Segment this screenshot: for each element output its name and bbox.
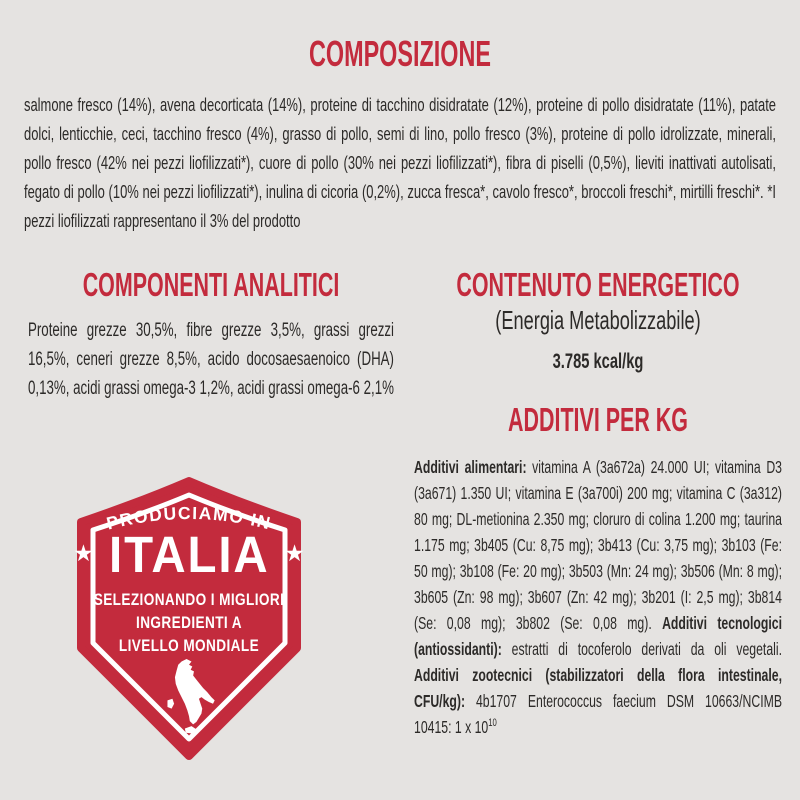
badge-arc-text: PRODUCIAMO IN <box>104 502 274 534</box>
composizione-section <box>24 90 776 235</box>
additivi-zootecnici-text: 4b1707 Enterococcus faecium DSM 10663/NCIMB 10415: 1 x 10 <box>414 690 782 737</box>
componenti-analitici-text: Proteine grezze 30,5%, fibre grezze 3,5%, grassi grezzi 16,5%, ceneri grezze 8,5%, acido docosaesaenoico (DHA) 0,13%, acidi grassi omega-3 1,2%, acidi grassi omega-6 2,1% <box>28 319 394 399</box>
section-title-componenti-analitici: COMPONENTI ANALITICI <box>82 266 340 303</box>
right-column <box>414 268 782 740</box>
section-title-contenuto-energetico: CONTENUTO ENERGETICO <box>456 266 740 303</box>
made-in-italy-badge <box>60 476 318 768</box>
badge-tagline-line-3: LIVELLO MONDIALE <box>118 636 260 655</box>
additivi-superscript: 10 <box>488 716 497 729</box>
section-title-composizione <box>0 33 800 74</box>
composizione-text: salmone fresco (14%), avena decorticata (14%), proteine di tacchino disidratate (12%), proteine di pollo disidratate (11%), patate dolci, lenticchie, ceci, tacchino fresco (4%), grasso di pollo, semi di lino, pollo fresco (3%), proteine di pollo idrolizzate, minerali, pollo fresco (42% nei pezzi liofilizzati*), cuore di pollo (30% nei pezzi liofilizzati*), fibra di piselli (0,5%), lieviti inattivati autolisati, fegato di pollo (10% nei pezzi liofilizzati*), inulina di cicoria (0,2%), zucca fresca*, cavolo fresco*, broccoli freschi*, mirtilli freschi*. *I pezzi liofilizzati rappresentano il 3% del prodotto <box>24 94 776 231</box>
badge-tagline-line-2: INGREDIENTI A <box>136 613 242 632</box>
componenti-analitici-section <box>28 268 394 403</box>
energia-metabolizzabile-subtitle: (Energia Metabolizzabile) <box>495 304 701 335</box>
badge-country-name: ITALIA <box>108 526 270 583</box>
badge-country-row <box>60 526 318 583</box>
section-title-composizione-text: COMPOSIZIONE <box>308 33 492 74</box>
section-title-additivi-per-kg: ADDITIVI PER KG <box>508 400 688 438</box>
badge-tagline <box>80 588 298 657</box>
additivi-alimentari-text: vitamina A (3a672a) 24.000 UI; vitamina D3 (3a671) 1.350 UI; vitamina E (3a700i) 200 mg; vitamina C (3a312) 80 mg; DL-metionina 2.350 mg; cloruro di colina 1.200 mg; taurina 1.175 mg; 3b405 (Cu: 8,75 mg); 3b413 (Cu: 3,75 mg); 3b103 (Fe: 50 mg); 3b108 (Fe: 20 mg); 3b503 (Mn: 24 mg); 3b506 (Mn: 8 mg); 3b605 (Zn: 98 mg); 3b607 (Zn: 42 mg); 3b201 (I: 2,5 mg); 3b814 (Se: 0,08 mg); 3b802 (Se: 0,08 mg). <box>414 456 782 633</box>
additivi-alimentari-label: Additivi alimentari: <box>414 456 527 477</box>
italy-map-icon <box>160 659 218 736</box>
additivi-text <box>414 454 782 740</box>
additivi-tecnologici-text: estratti di tocoferolo derivati da oli vegetali. <box>501 638 782 659</box>
star-left-icon: ★ <box>73 541 94 567</box>
star-right-icon: ★ <box>284 541 305 567</box>
kcal-value: 3.785 kcal/kg <box>552 349 644 373</box>
badge-tagline-line-1: SELEZIONANDO I MIGLIORI <box>93 590 285 609</box>
additivi-tecnologici-label: Additivi tecnologici (antiossidanti): <box>414 612 782 659</box>
additivi-zootecnici-label: Additivi zootecnici (stabilizzatori della flora intestinale, CFU/kg): <box>414 664 782 711</box>
